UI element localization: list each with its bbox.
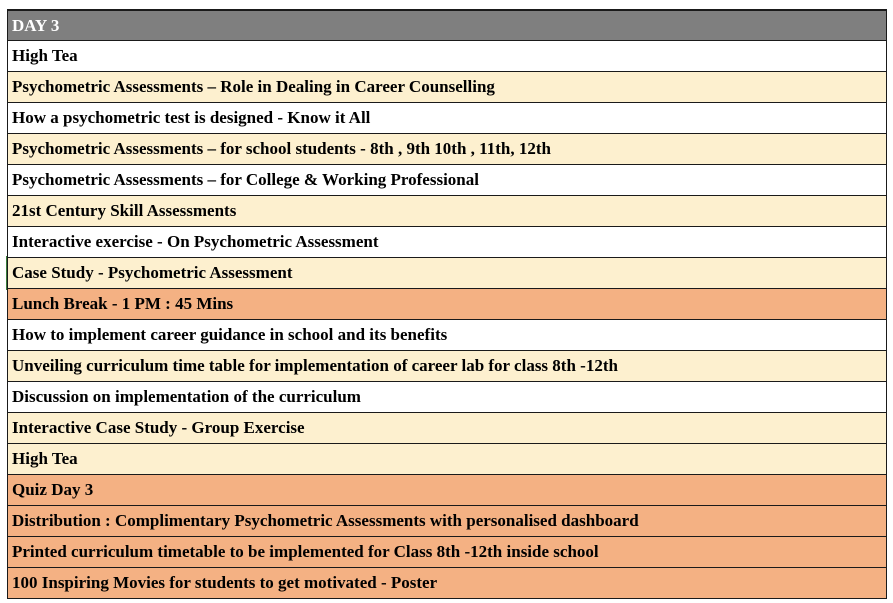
day-header[interactable] <box>7 9 887 41</box>
schedule-row[interactable] <box>7 506 887 537</box>
schedule-item-text: Discussion on implementation of the curriculum <box>12 387 361 406</box>
schedule-row[interactable] <box>7 41 887 72</box>
schedule-row[interactable] <box>7 258 887 289</box>
schedule-item-text: Psychometric Assessments – for College & Working Professional <box>12 170 479 189</box>
schedule-item-text: High Tea <box>12 46 78 65</box>
schedule-row[interactable] <box>7 475 887 506</box>
schedule-row[interactable] <box>7 444 887 475</box>
schedule-row[interactable] <box>7 351 887 382</box>
schedule-item-text: Case Study - Psychometric Assessment <box>12 263 293 282</box>
schedule-row[interactable] <box>7 134 887 165</box>
schedule-row[interactable] <box>7 320 887 351</box>
schedule-row[interactable] <box>7 537 887 568</box>
schedule-item-text: Quiz Day 3 <box>12 480 94 499</box>
schedule-row[interactable] <box>7 165 887 196</box>
schedule-row[interactable] <box>7 196 887 227</box>
cell-selection-marker <box>0 256 7 290</box>
schedule-row[interactable] <box>7 72 887 103</box>
schedule-row[interactable] <box>7 568 887 599</box>
schedule-item-text: 100 Inspiring Movies for students to get motivated - Poster <box>12 573 438 592</box>
schedule-table <box>7 9 887 599</box>
schedule-item-text: High Tea <box>12 449 78 468</box>
schedule-item-text: Unveiling curriculum time table for implementation of career lab for class 8th -12th <box>12 356 618 375</box>
schedule-item-text: Psychometric Assessments – Role in Dealing in Career Counselling <box>12 77 495 96</box>
schedule-item-text: How to implement career guidance in school and its benefits <box>12 325 448 344</box>
schedule-row[interactable] <box>7 289 887 320</box>
schedule-row[interactable] <box>7 227 887 258</box>
schedule-item-text: How a psychometric test is designed - Know it All <box>12 108 371 127</box>
schedule-item-text: Lunch Break - 1 PM : 45 Mins <box>12 294 234 313</box>
schedule-row[interactable] <box>7 103 887 134</box>
schedule-item-text: Printed curriculum timetable to be implemented for Class 8th -12th inside school <box>12 542 599 561</box>
schedule-item-text: Psychometric Assessments – for school students - 8th , 9th 10th , 11th, 12th <box>12 139 551 158</box>
schedule-item-text: Distribution : Complimentary Psychometric Assessments with personalised dashboard <box>12 511 639 530</box>
schedule-item-text: Interactive Case Study - Group Exercise <box>12 418 305 437</box>
day-title: DAY 3 <box>12 15 60 35</box>
schedule-row[interactable] <box>7 382 887 413</box>
schedule-item-text: Interactive exercise - On Psychometric Assessment <box>12 232 379 251</box>
schedule-row[interactable] <box>7 413 887 444</box>
schedule-item-text: 21st Century Skill Assessments <box>12 201 237 220</box>
schedule-rows <box>7 41 887 599</box>
